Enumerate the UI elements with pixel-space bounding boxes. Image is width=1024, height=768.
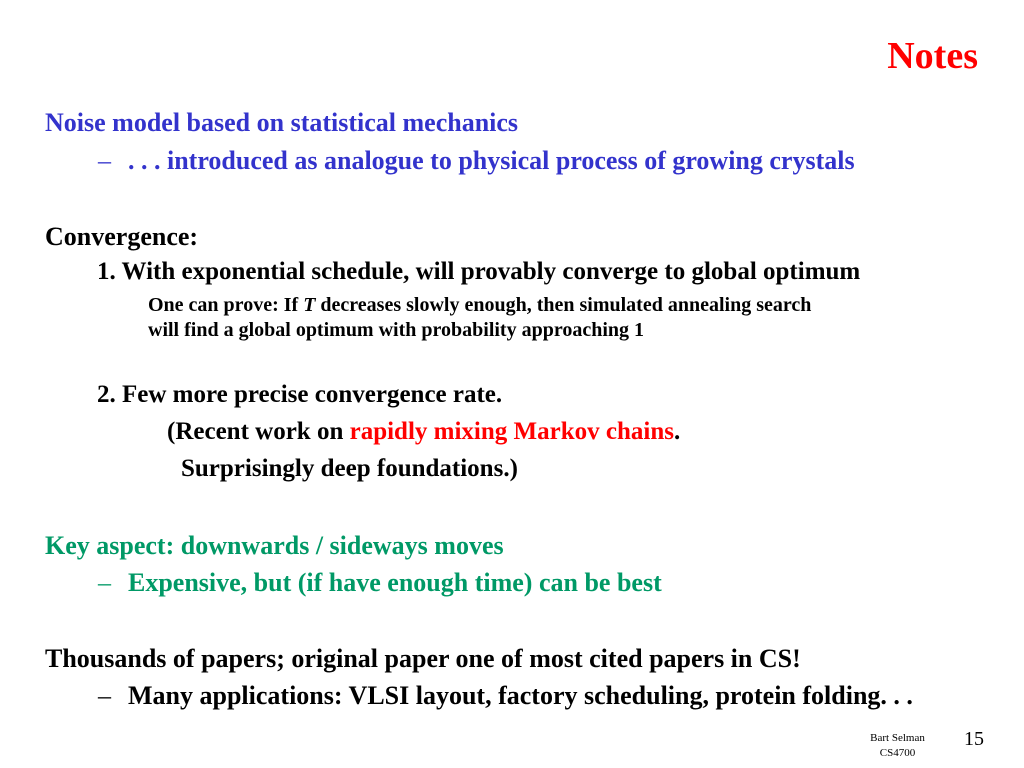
convergence-point-2: 2. Few more precise convergence rate. xyxy=(97,381,503,408)
recent-work-suffix: . xyxy=(673,418,681,445)
page-number: 15 xyxy=(964,728,984,750)
bullet-dash: – xyxy=(98,568,111,597)
noise-model-bullet xyxy=(98,146,855,176)
footer-course: CS4700 xyxy=(879,747,916,759)
key-aspect-bullet xyxy=(98,568,662,598)
noise-model-heading: Noise model based on statistical mechanics xyxy=(45,108,519,137)
deep-foundations-line: Surprisingly deep foundations.) xyxy=(181,455,518,482)
slide-title: Notes xyxy=(887,35,978,77)
papers-heading: Thousands of papers; original paper one of most cited papers in CS! xyxy=(45,644,801,673)
noise-model-bullet-text: . . . introduced as analogue to physical process of growing crystals xyxy=(128,146,855,175)
papers-bullet-text: Many applications: VLSI layout, factory scheduling, protein folding. . . xyxy=(128,681,913,710)
proof-line-2: will find a global optimum with probability approaching 1 xyxy=(148,319,645,341)
papers-bullet xyxy=(98,681,913,711)
convergence-heading: Convergence: xyxy=(45,222,199,251)
key-aspect-heading: Key aspect: downwards / sideways moves xyxy=(45,531,504,560)
markov-chains-highlight: rapidly mixing Markov chains xyxy=(349,418,674,445)
bullet-dash: – xyxy=(98,146,111,175)
key-aspect-bullet-text: Expensive, but (if have enough time) can be best xyxy=(128,568,662,597)
proof-prefix: One can prove: If xyxy=(148,294,304,316)
recent-work-prefix: (Recent work on xyxy=(167,418,350,445)
proof-suffix: decreases slowly enough, then simulated annealing search xyxy=(315,294,812,316)
convergence-point-1: 1. With exponential schedule, will provably converge to global optimum xyxy=(97,258,861,285)
recent-work-line xyxy=(167,418,680,446)
footer-author: Bart Selman xyxy=(870,732,925,744)
bullet-dash: – xyxy=(98,681,111,710)
footer-credit xyxy=(850,731,945,761)
proof-variable-t: T xyxy=(303,294,316,316)
proof-line-1 xyxy=(148,294,811,317)
